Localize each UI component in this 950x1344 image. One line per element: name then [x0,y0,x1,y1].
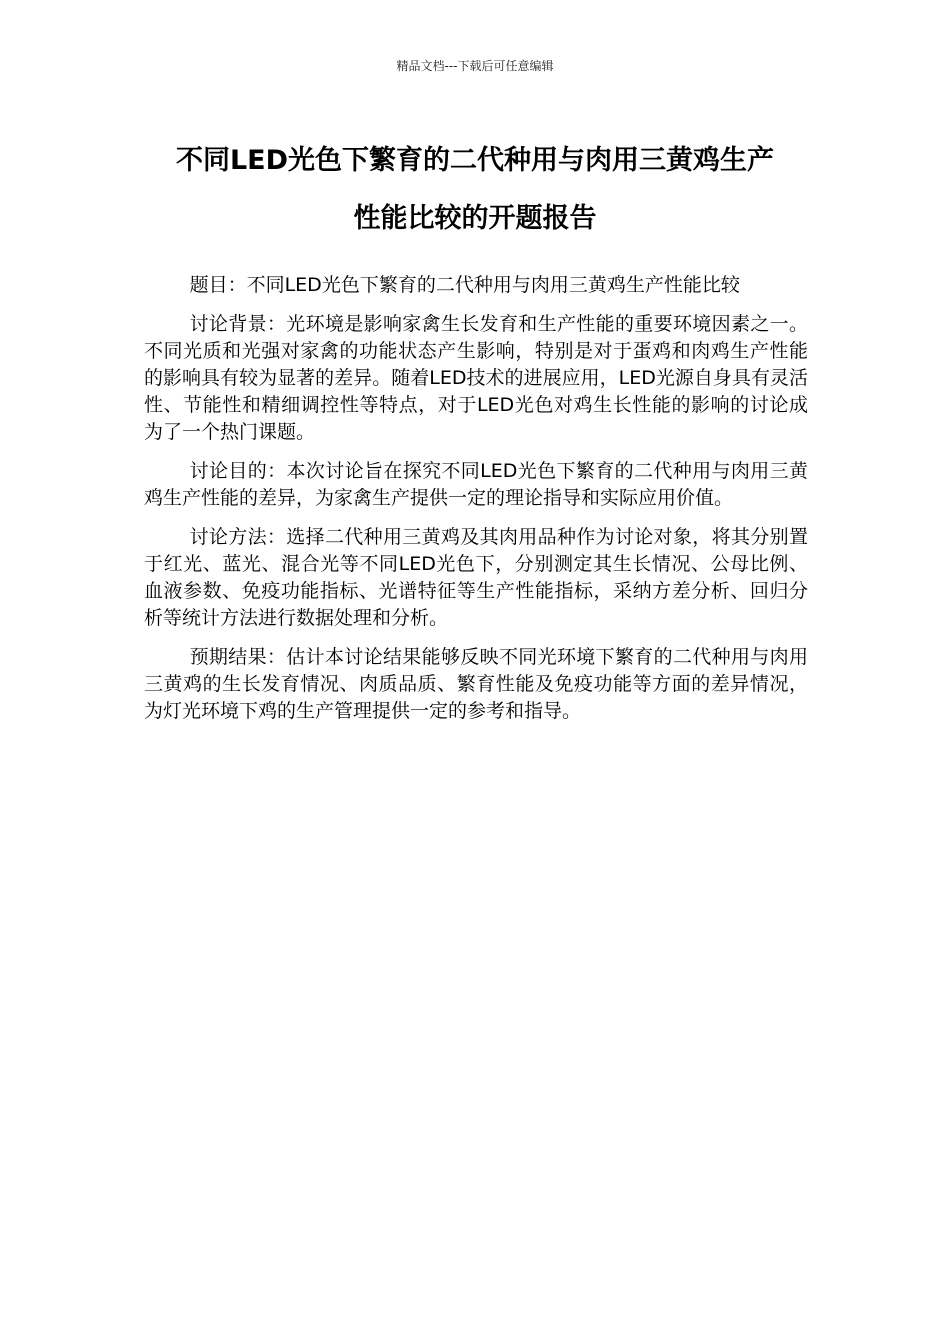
paragraph-purpose: 讨论目的：本次讨论旨在探究不同LED光色下繁育的二代种用与肉用三黄鸡生产性能的差异，为家禽生产提供一定的理论指导和实际应用价值。 [144,460,808,509]
paragraph-topic: 题目：不同LED光色下繁育的二代种用与肉用三黄鸡生产性能比较 [189,274,740,296]
title-line-1: 不同LED光色下繁育的二代种用与肉用三黄鸡生产 [175,145,775,176]
document-title [140,132,810,248]
document-body [144,272,808,737]
title-line-2: 性能比较的开题报告 [353,203,597,234]
paragraph-method: 讨论方法：选择二代种用三黄鸡及其肉用品种作为讨论对象，将其分别置于红光、蓝光、混合光等不同LED光色下，分别测定其生长情况、公母比例、血液参数、免疫功能指标、光谱特征等生产性能指标，采纳方差分析、回归分析等统计方法进行数据处理和分析。 [144,526,808,629]
paragraph-background: 讨论背景：光环境是影响家禽生长发育和生产性能的重要环境因素之一。不同光质和光强对家禽的功能状态产生影响，特别是对于蛋鸡和肉鸡生产性能的影响具有较为显著的差异。随着LED技术的进展应用，LED光源自身具有灵活性、节能性和精细调控性等特点，对于LED光色对鸡生长性能的影响的讨论成为了一个热门课题。 [144,313,808,443]
header-note: 精品文档---下载后可任意编辑 [396,59,554,73]
paragraph-expected-results: 预期结果：估计本讨论结果能够反映不同光环境下繁育的二代种用与肉用三黄鸡的生长发育情况、肉质品质、繁育性能及免疫功能等方面的差异情况，为灯光环境下鸡的生产管理提供一定的参考和指导。 [144,646,808,722]
